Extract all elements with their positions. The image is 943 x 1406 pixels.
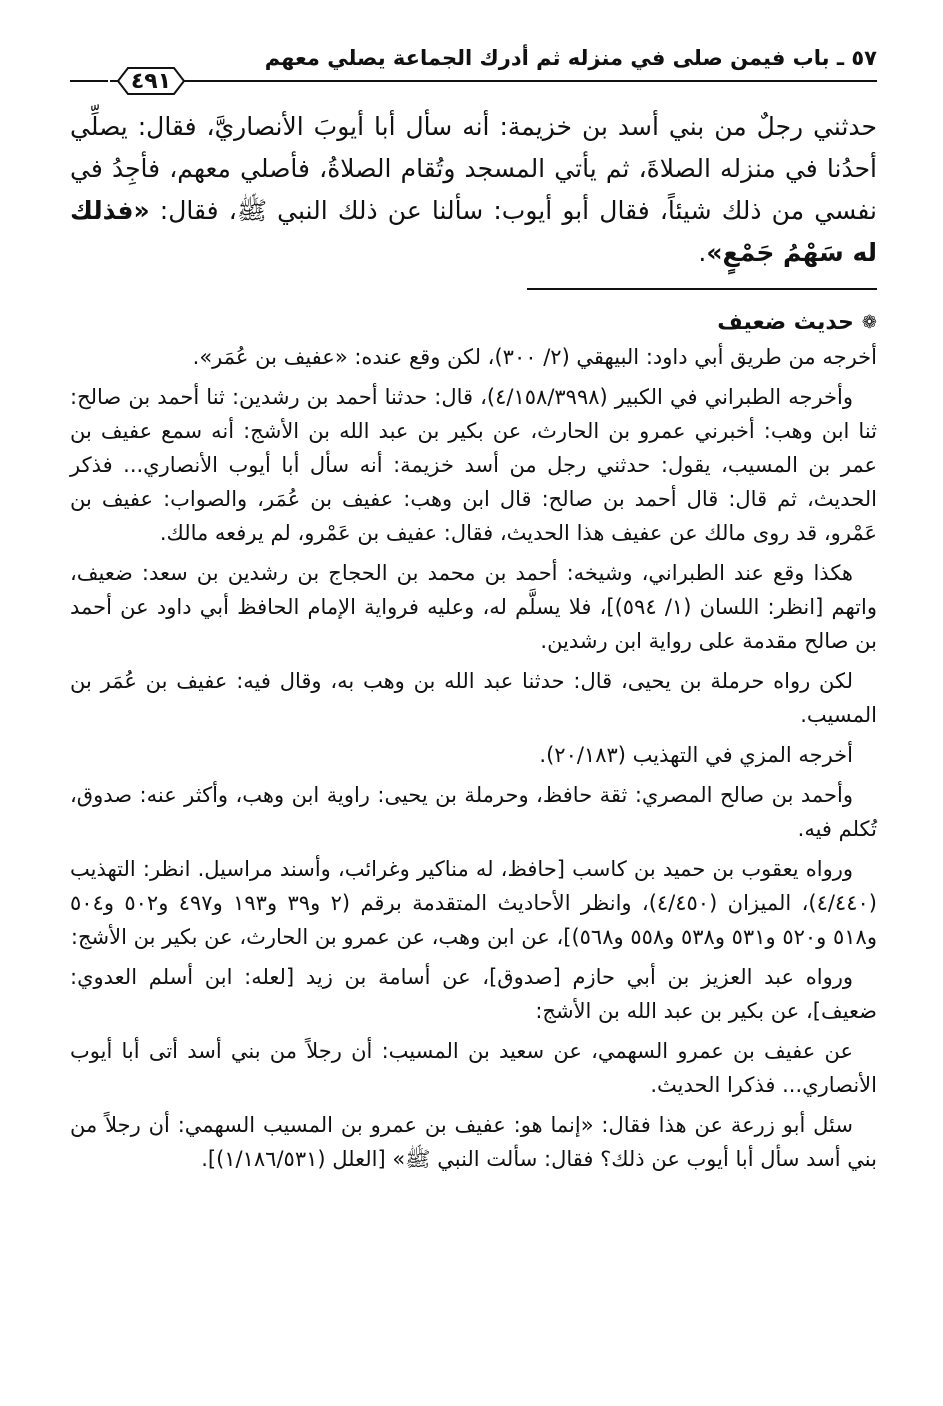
hadith-body: حدثني رجلٌ من بني أسد بن خزيمة: أنه سأل أبا أيوبَ الأنصاريَّ، فقال: يصلِّي أحدُنا في منزله الصلاةَ، ثم يأتي المسجد وتُقام الصلاةُ، فأصلي معهم، فأجِدُ في نفسي من ذلك شيئاً، فقال أبو أيوب: سألنا عن ذلك النبي ﷺ، فقال: [70, 112, 877, 225]
hadith-text [70, 106, 877, 274]
note-paragraph: أخرجه من طريق أبي داود: البيهقي (٢/ ٣٠٠)، لكن وقع عنده: «عفيف بن عُمَر». [192, 345, 877, 369]
note-paragraph: هكذا وقع عند الطبراني، وشيخه: أحمد بن محمد بن الحجاج بن رشدين بن سعد: ضعيف، واتهم [انظر: اللسان (١/ ٥٩٤)]، فلا يسلَّم له، وعليه فرواية الإمام الحافظ أبي داود عن أحمد بن صالح مقدمة على رواية ابن رشدين. [70, 561, 877, 653]
note-paragraph: وأخرجه الطبراني في الكبير (٤/١٥٨/٣٩٩٨)، قال: حدثنا أحمد بن رشدين: ثنا أحمد بن صالح: ثنا ابن وهب: أخبرني عمرو بن الحارث، عن بكير بن عبد الله بن الأشج: أنه سمع عفيف بن عمر بن المسيب، يقول: حدثني رجل من أسد خزيمة: أنه سأل أبا أيوب الأنصاري... فذكر الحديث، ثم قال: قال أحمد بن صالح: قال ابن وهب: عفيف بن عُمَر، والصواب: عفيف بن عَمْرو، قد روى مالك عن عفيف هذا الحديث، فقال: عفيف بن عَمْرو، لم يرفعه مالك. [70, 385, 877, 545]
hadith-quote: «فذلك له سَهْمُ جَمْعٍ» [70, 196, 877, 267]
running-title: ٥٧ ـ باب فيمن صلى في منزله ثم أدرك الجماعة يصلي معهم [264, 46, 877, 70]
hadith-end: . [698, 238, 707, 267]
note-paragraph: سئل أبو زرعة عن هذا فقال: «إنما هو: عفيف بن عمرو بن المسيب السهمي: أن رجلاً من بني أسد سأل أبا أيوب عن ذلك؟ فقال: سألت النبي ﷺ» [العلل (١/١٨٦/٥٣١)]. [70, 1113, 877, 1171]
page-number: ٤٩١ [130, 68, 172, 94]
note-paragraph: ورواه عبد العزيز بن أبي حازم [صدوق]، عن أسامة بن زيد [لعله: ابن أسلم العدوي: ضعيف]، عن بكير بن عبد الله بن الأشج: [70, 965, 877, 1023]
note-paragraph: لكن رواه حرملة بن يحيى، قال: حدثنا عبد الله بن وهب به، وقال فيه: عفيف بن عُمَر بن المسيب. [70, 669, 877, 727]
footnote-divider [527, 288, 877, 290]
takhrij-notes [70, 340, 877, 1176]
note-paragraph: عن عفيف بن عمرو السهمي، عن سعيد بن المسيب: أن رجلاً من بني أسد أتى أبا أيوب الأنصاري... فذكرا الحديث. [70, 1039, 877, 1097]
note-paragraph: أخرجه المزي في التهذيب (٢٠/١٨٣). [539, 743, 853, 767]
note-paragraph: ورواه يعقوب بن حميد بن كاسب [حافظ، له مناكير وغرائب، وأسند مراسيل. انظر: التهذيب (٤/٤٤٠)، الميزان (٤/٤٥٠)، وانظر الأحاديث المتقدمة برقم (٢ و٣٩ و١٩٣ و٤٩٧ و٥٠٢ و٥٠٤ و٥١٨ و٥٢٠ و٥٣١ و٥٣٨ و٥٥٨ و٥٦٨)]، عن ابن وهب، عن عمرو بن الحارث، عن بكير بن الأشج: [70, 857, 877, 949]
book-page [70, 38, 877, 1386]
page-header [70, 38, 877, 102]
ornament-icon: ❁ [861, 312, 877, 333]
grading-heading [70, 306, 877, 340]
grading-label: حديث ضعيف [717, 310, 854, 335]
note-paragraph: وأحمد بن صالح المصري: ثقة حافظ، وحرملة بن يحيى: راوية ابن وهب، وأكثر عنه: صدوق، تُكلم فيه. [70, 783, 877, 841]
page-number-badge [108, 64, 194, 98]
